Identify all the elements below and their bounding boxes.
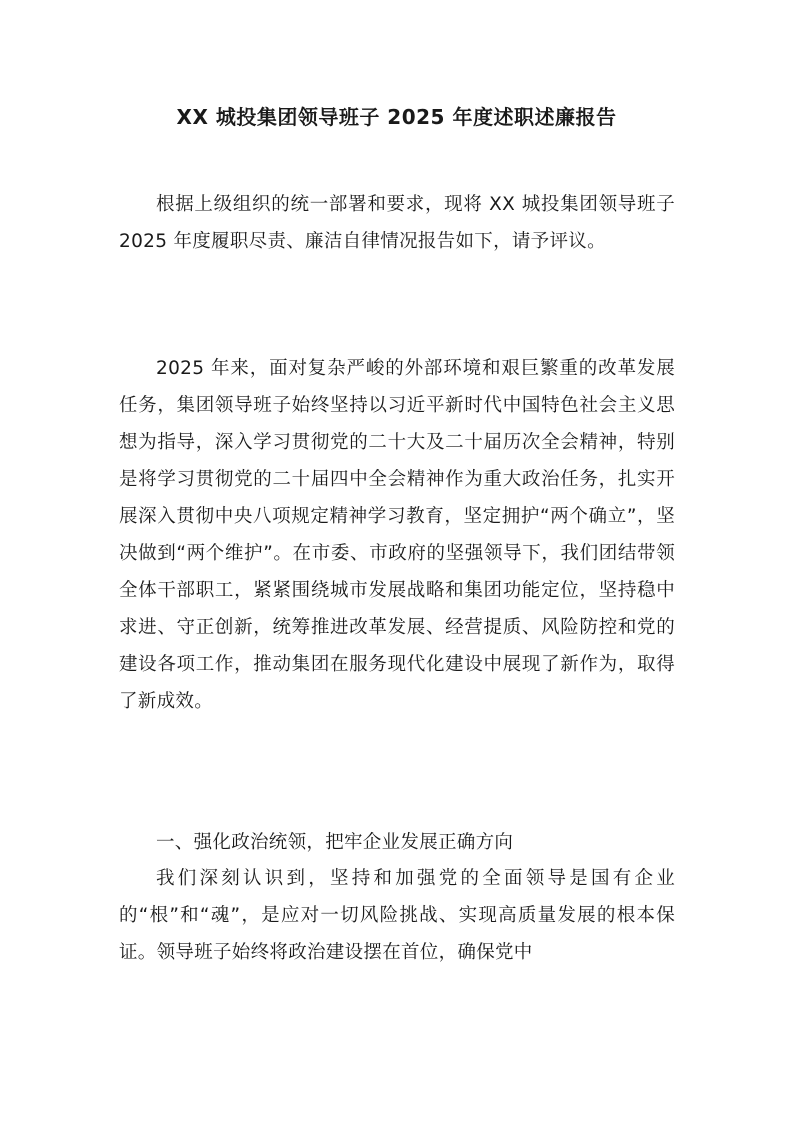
intro-paragraph: 根据上级组织的统一部署和要求，现将 XX 城投集团领导班子 2025 年度履职尽责、廉洁自律情况报告如下，请予评议。 xyxy=(119,194,675,252)
section-paragraph: 我们深刻认识到，坚持和加强党的全面领导是国有企业的“根”和“魂”，是应对一切风险挑战、实现高质量发展的根本保证。领导班子始终将政治建设摆在首位，确保党中 xyxy=(119,868,675,963)
document-title: XX 城投集团领导班子 2025 年度述职述廉报告 xyxy=(176,105,617,129)
overview-paragraph: 2025 年来，面对复杂严峻的外部环境和艰巨繁重的改革发展任务，集团领导班子始终坚持以习近平新时代中国特色社会主义思想为指导，深入学习贯彻党的二十大及二十届历次全会精神，特别是将学习贯彻党的二十届四中全会精神作为重大政治任务，扎实开展深入贯彻中央八项规定精神学习教育，坚定拥护“两个确立”，坚决做到“两个维护”。在市委、市政府的坚强领导下，我们团结带领全体干部职工，紧紧围绕城市发展战略和集团功能定位，坚持稳中求进、守正创新，统筹推进改革发展、经营提质、风险防控和党的建设各项工作，推动集团在服务现代化建设中展现了新作为，取得了新成效。 xyxy=(119,358,675,712)
section-heading: 一、强化政治统领，把牢企业发展正确方向 xyxy=(156,832,514,853)
